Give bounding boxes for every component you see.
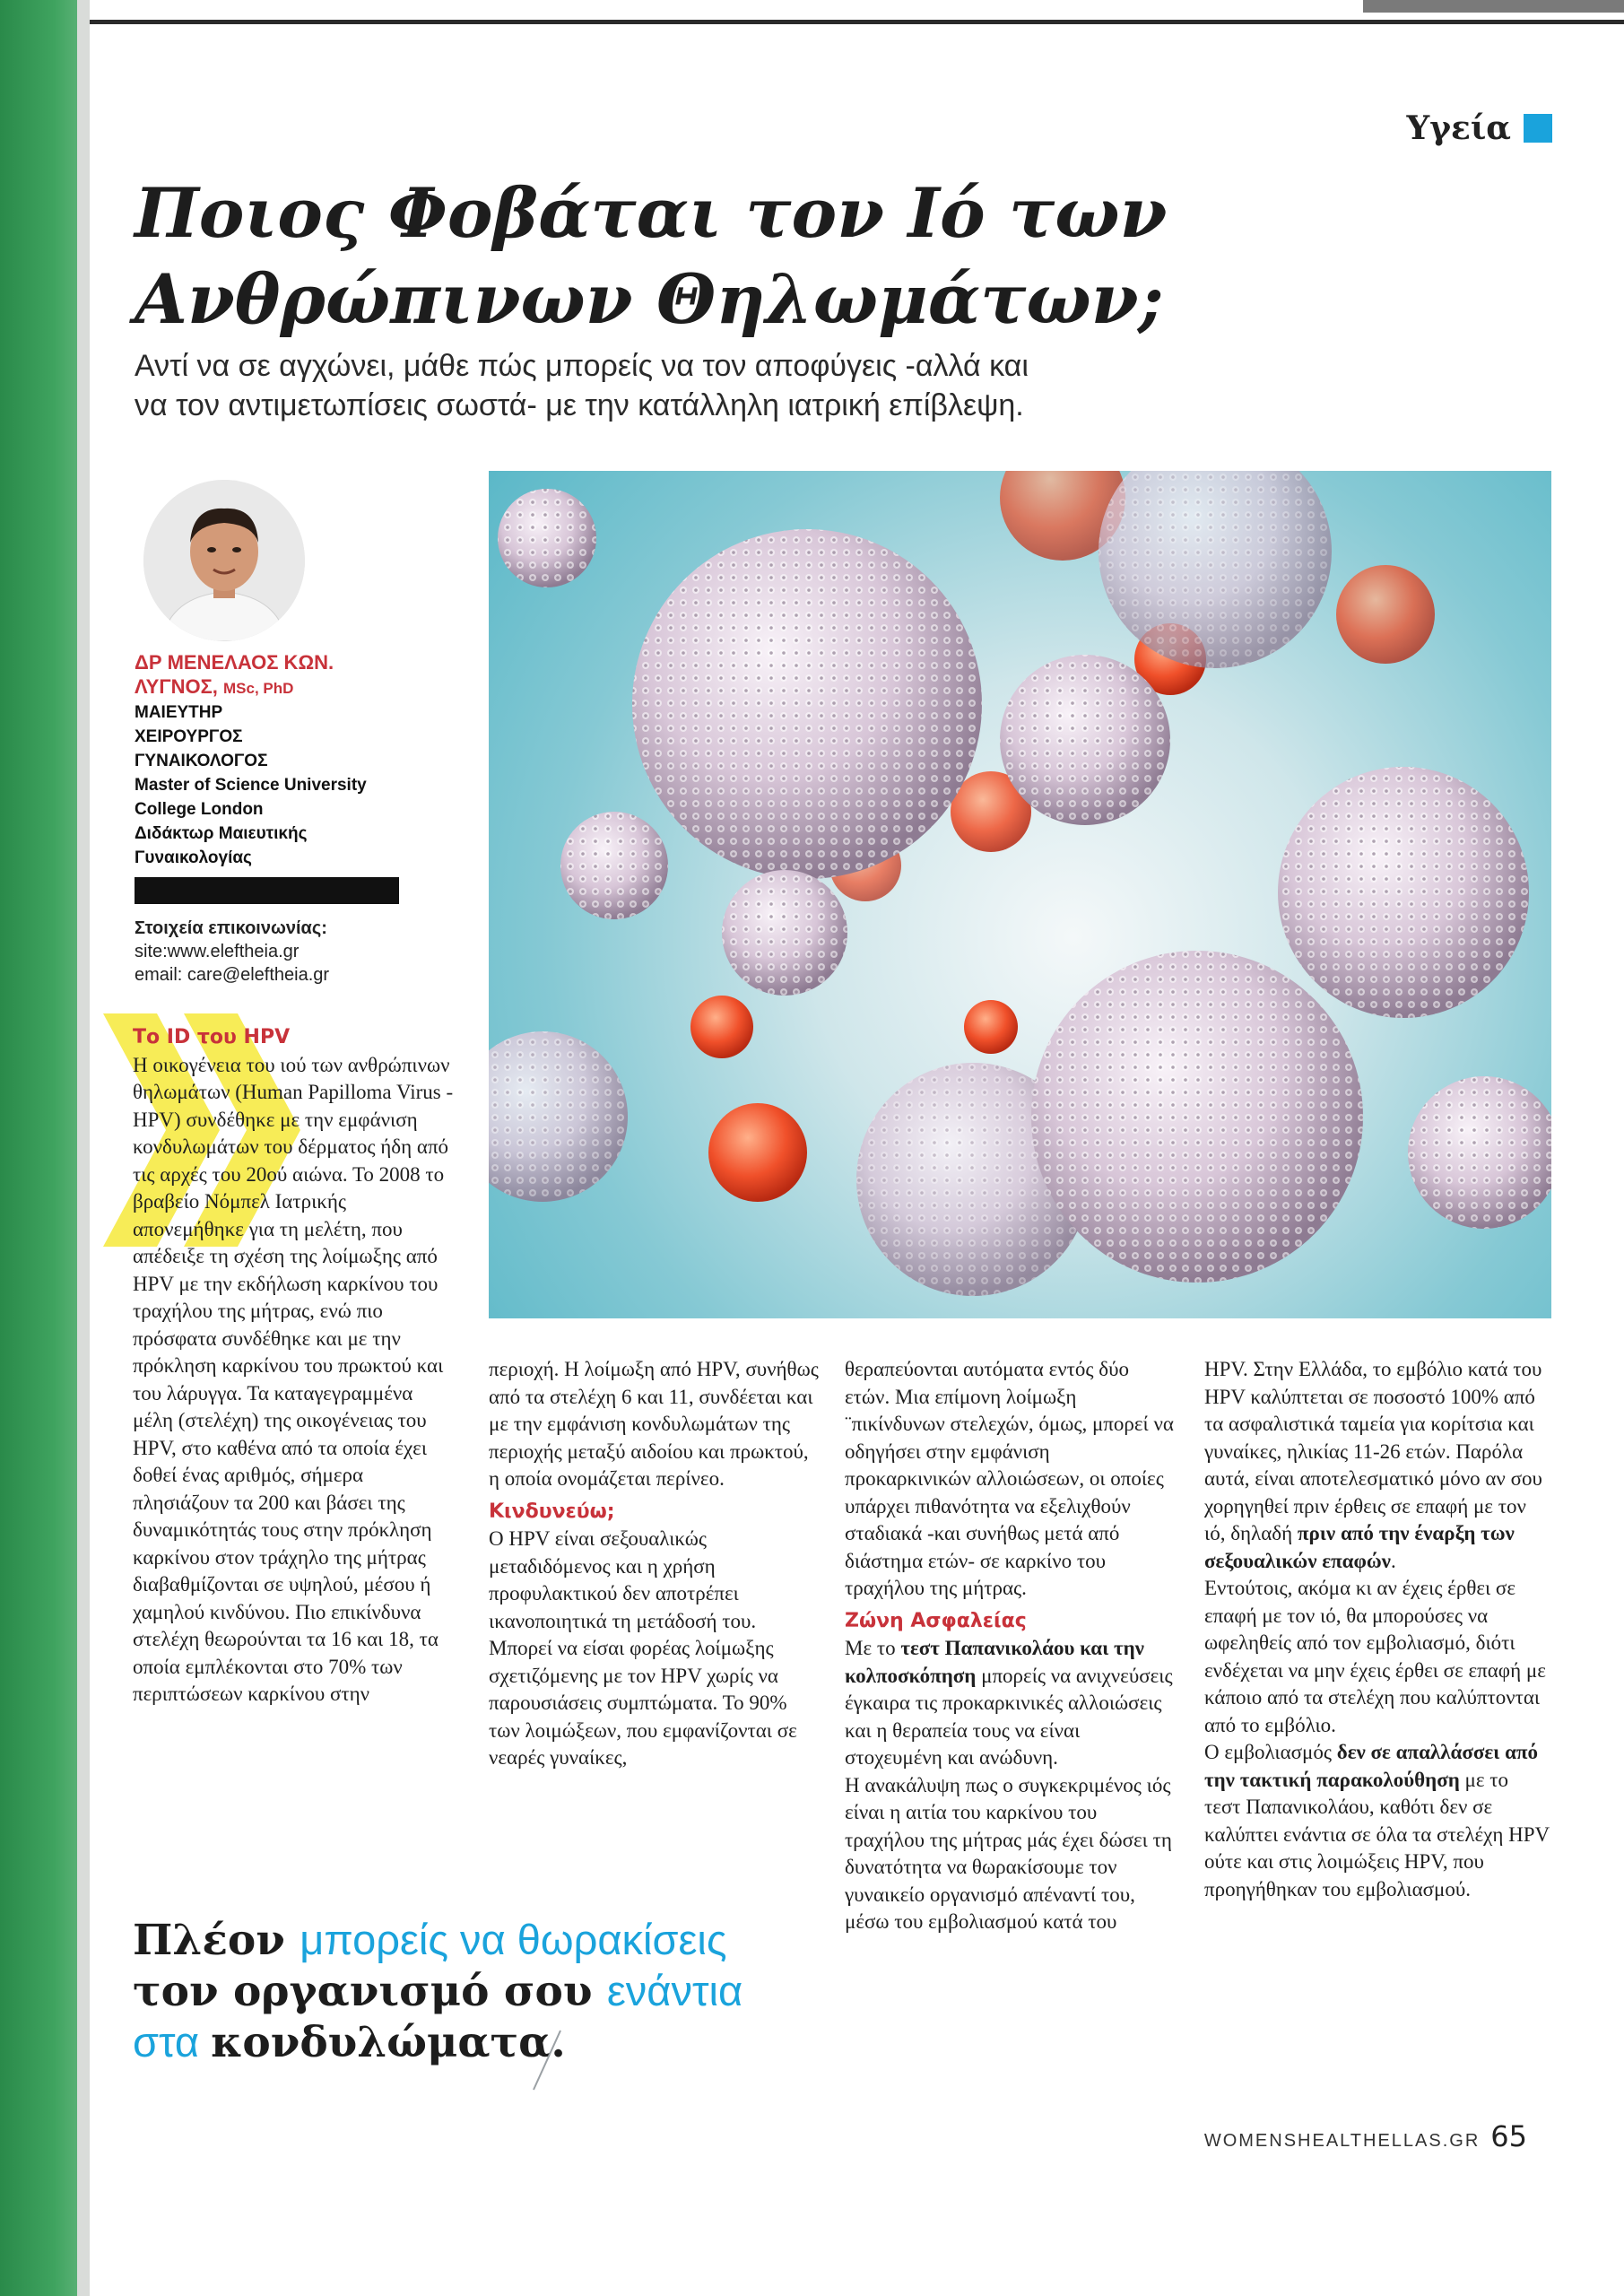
- article-column-4: [1204, 1356, 1550, 1903]
- article-column-1: [133, 1024, 456, 1709]
- author-title: Master of Science University: [135, 776, 367, 795]
- virus-particles-artwork: [489, 471, 1551, 1318]
- author-title: College London: [135, 800, 264, 819]
- column-text: [845, 1635, 1177, 1772]
- footer-site: WOMENSHEALTHELLAS.GR: [1203, 2131, 1481, 2151]
- pull-quote-light: μπορείς να θωρακίσεις: [300, 1916, 727, 1963]
- text-run: με το τεστ Παπανικολάου, καθότι δεν σε καλύπτει ενάντια σε όλα τα στελέχη HPV ούτε και στις λοιμώξεις HPV, που προηγήθηκαν του εμβολιασμού.: [1204, 1768, 1550, 1900]
- bold-text-run: δεν σε απαλλάσσει από την τακτική παρακολούθηση: [1204, 1741, 1538, 1791]
- author-title: ΧΕΙΡΟΥΡΓΟΣ: [135, 727, 243, 746]
- text-run: HPV. Στην Ελλάδα, το εμβόλιο κατά του HPV καλύπτεται σε ποσοστό 100% από τα ασφαλιστικά ταμεία για κορίτσια και γυναίκες, ηλικίας 11-26 ετών. Παρόλα αυτά, είναι αποτελεσματικό μόνο αν σου χορηγηθεί πριν έρθεις σε επαφή με τον ιό, δηλαδή: [1204, 1358, 1542, 1544]
- author-title: Διδάκτωρ Μαιευτικής: [135, 824, 308, 843]
- pull-quote-bold: κονδυλώματα.: [211, 2018, 566, 2067]
- pull-quote: [133, 1915, 778, 2068]
- pull-quote-light: στα: [133, 2018, 212, 2066]
- column-text: περιοχή. Η λοίμωξη από HPV, συνήθως από τα στελέχη 6 και 11, συνδέεται και με την εμφάνιση κονδυλωμάτων της περιοχής μεταξύ αιδοίου και πρωκτού, η οποία ονομάζεται περίνεο.: [489, 1358, 819, 1490]
- subheading-safety-zone: Ζώνη Ασφαλείας: [845, 1609, 1027, 1632]
- text-run: Ο εμβολιασμός: [1204, 1741, 1337, 1763]
- author-photo: [143, 480, 305, 641]
- page-footer: [1204, 2119, 1527, 2153]
- text-run: Με το: [845, 1637, 901, 1659]
- section-square-icon: [1524, 114, 1552, 143]
- column-text: [1204, 1739, 1550, 1903]
- author-credits: [135, 650, 404, 870]
- author-degrees: MSc, PhD: [223, 680, 294, 697]
- subtitle-line-1: Αντί να σε αγχώνει, μάθε πώς μπορείς να τον αποφύγεις -αλλά και: [135, 349, 1029, 383]
- author-title: ΜΑΙΕΥΤΗΡ: [135, 703, 223, 722]
- contact-info: [135, 917, 413, 987]
- column-text: Ο HPV είναι σεξουαλικώς μεταδιδόμενος και η χρήση προφυλακτικού δεν αποτρέπει ικανοποιητικά τη μετάδοσή του. Μπορεί να είσαι φορέας λοίμωξης σχετιζόμενης με τον HPV χωρίς να παρουσιάσεις συμπτώματα. Το 90% των λοιμώξεων, που εμφανίζονται σε νεαρές γυναίκες,: [489, 1527, 797, 1769]
- headline-line-1: Ποιος Φοβάται τον Ιό των: [135, 173, 1168, 253]
- bold-text-run: τεστ Παπανικολάου και την κολποσκόπηση: [845, 1637, 1144, 1687]
- author-name-line-2: [135, 674, 404, 700]
- section-label: Υγεία: [1406, 109, 1511, 147]
- headline: [135, 170, 1569, 343]
- column-text: θεραπεύονται αυτόματα εντός δύο ετών. Μια επίμονη λοίμωξη ¨πικίνδυνων στελεχών, όμως, μπορεί να οδηγήσει στην εμφάνιση προκαρκινικών αλλοιώσεων, οι οποίες υπάρχει πιθανότητα να εξελιχθούν σταδιακά -και συνήθως μετά από διάστημα ετών- σε καρκίνο του τραχήλου της μήτρας.: [845, 1358, 1174, 1599]
- pull-quote-bold: τον οργανισμό σου: [133, 1967, 607, 2016]
- top-rule: [90, 20, 1624, 24]
- hpv-virus-illustration: [489, 471, 1551, 1318]
- author-name-surname: ΛΥΓΝΟΣ,: [135, 675, 218, 698]
- text-run: .: [1390, 1549, 1396, 1572]
- scan-edge-shadow: [1363, 0, 1624, 13]
- subtitle: [135, 346, 1587, 425]
- column-text: Η οικογένεια του ιού των ανθρώπινων θηλωμάτων (Human Papilloma Virus - HPV) συνδέθηκε με την εμφάνιση κονδυλωμάτων του δέρματος ήδη από τις αρχές του 20ού αιώνα. Το 2008 το βραβείο Νόμπελ Ιατρικής απονεμήθηκε για τη μελέτη, που απέδειξε τη σχέση της λοίμωξης από HPV με την εκδήλωση καρκίνου του τραχήλου της μήτρας, ενώ πιο πρόσφατα συνδέθηκε και με την πρόκληση καρκίνου του πρωκτού και του λάρυγγα. Τα καταγεγραμμένα μέλη (στελέχη) της οικογένειας του HPV, στο καθένα από τα οποία έχει δοθεί ένας αριθμός, σήμερα πλησιάζουν τα 200 και βάσει της δυναμικότητάς τους στην πρόκληση καρκίνου στον τράχηλο της μήτρας διαβαθμίζονται σε υψηλού, μέσου ή χαμηλού κινδύνου. Πιο επικίνδυνα στελέχη θεωρούνται τα 16 και 18, τα οποία εμπλέκονται στο 70% των περιπτώσεων καρκίνου στην: [133, 1053, 454, 1705]
- redaction-bar: [135, 877, 399, 904]
- contact-email-link[interactable]: email: care@eleftheia.gr: [135, 965, 330, 985]
- pull-quote-slash-icon: [529, 2029, 565, 2092]
- bold-text-run: πριν από την έναρξη των σεξουαλικών επαφών: [1204, 1522, 1515, 1572]
- contact-label: Στοιχεία επικοινωνίας:: [135, 918, 327, 938]
- column-text: Εντούτοις, ακόμα κι αν έχεις έρθει σε επαφή με τον ιό, θα μπορούσες να ωφεληθείς από τον εμβολιασμό, διότι ενδέχεται να μην έχεις έρθει σε επαφή με κάποιο από τα στελέχη που καλύπτονται από το εμβόλιο.: [1204, 1577, 1546, 1736]
- author-title: Γυναικολογίας: [135, 848, 252, 867]
- contact-site-link[interactable]: site:www.eleftheia.gr: [135, 942, 300, 961]
- article-column-3: [845, 1356, 1177, 1936]
- article-column-2: [489, 1356, 821, 1772]
- column-text: [1204, 1356, 1550, 1575]
- author-title: ΓΥΝΑΙΚΟΛΟΓΟΣ: [135, 752, 268, 770]
- author-portrait-illustration: [143, 480, 305, 641]
- column-text: Η ανακάλυψη πως ο συγκεκριμένος ιός είναι η αιτία του καρκίνου του τραχήλου της μήτρας μάς έχει δώσει τη δυνατότητα να θωρακίσουμε τον γυναικείο οργανισμό απέναντί του, μέσω του εμβολιασμού κατά του: [845, 1773, 1172, 1933]
- pull-quote-bold: Πλέον: [133, 1916, 300, 1965]
- sidebar-heading-hpv-id: Το ID του HPV: [133, 1026, 291, 1048]
- page-edge-gray-strip: [77, 0, 90, 2296]
- pull-quote-light: ενάντια: [606, 1967, 743, 2014]
- page-number: 65: [1490, 2119, 1527, 2153]
- subheading-risk: Κινδυνεύω;: [489, 1500, 615, 1523]
- author-name-line-1: ΔΡ ΜΕΝΕΛΑΟΣ ΚΩΝ.: [135, 651, 334, 674]
- subtitle-line-2: να τον αντιμετωπίσεις σωστά- με την κατάλληλη ιατρική επίβλεψη.: [135, 388, 1024, 422]
- page-edge-green-strip: [0, 0, 77, 2296]
- text-run: μπορείς να ανιχνεύσεις έγκαιρα τις προκαρκινικές αλλοιώσεις και η θεραπεία τους να είναι στοχευμένη και ανώδυνη.: [845, 1664, 1173, 1769]
- section-header: [1407, 109, 1552, 147]
- headline-line-2: Ανθρώπινων Θηλωμάτων;: [135, 259, 1164, 339]
